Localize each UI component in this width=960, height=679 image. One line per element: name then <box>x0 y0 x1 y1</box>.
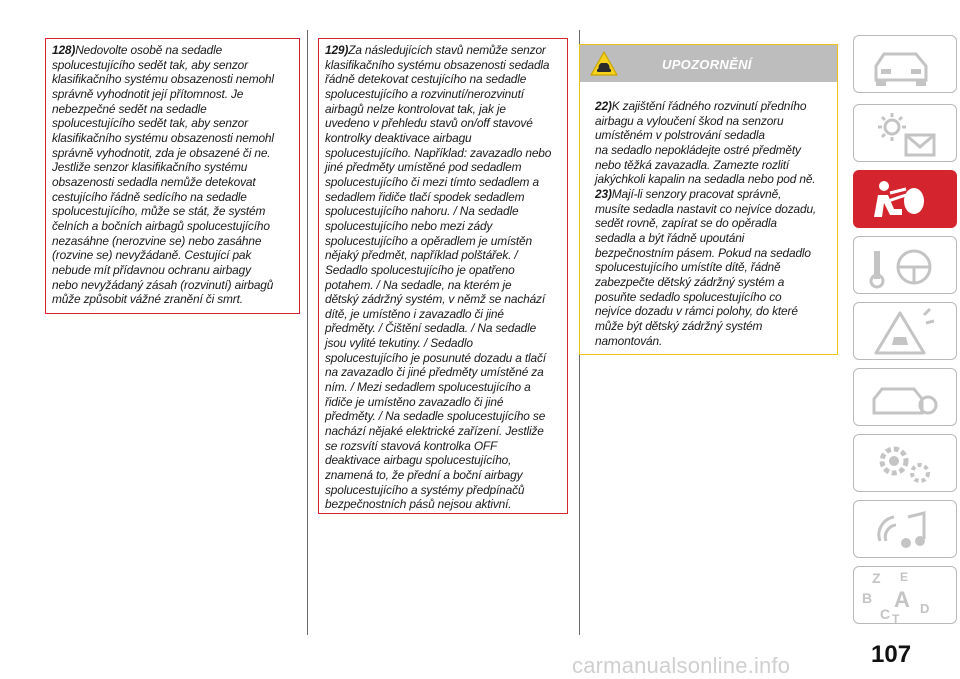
index-letter: Z <box>872 570 881 586</box>
note-128-text <box>52 43 299 307</box>
text-line: potahem. / Na sedadle, na kterém je <box>325 277 512 292</box>
text-line: znamená to, že přední a boční airbagy <box>325 468 523 483</box>
text-line: klasifikačního systému obsazenosti nemohl <box>52 72 274 87</box>
note-number: 129) <box>325 43 349 57</box>
column-divider <box>307 30 308 635</box>
tab-alphabetical-index[interactable] <box>853 566 957 624</box>
text-line: nebo nevyžádaný zásah (rozvinutí) airbagů <box>52 277 274 292</box>
note-129-text <box>325 43 567 512</box>
text-line: dítě, je umístěno i zavazadlo či jiné <box>325 306 504 321</box>
text-line: klasifikačního systému obsazenosti sedadla <box>325 57 550 72</box>
text-line: sedadlem řidiče tlačí spodek sedadlem <box>325 189 525 204</box>
text-line: airbagů nelze kontrolovat tak, jak je <box>325 101 506 116</box>
technical-data-icon <box>854 435 957 492</box>
index-letter: T <box>892 612 900 625</box>
warning-lights-icon <box>854 105 957 162</box>
text-line: kontrolky deaktivace airbagu <box>325 130 472 145</box>
text-line: sedadla a být řádně upoutáni <box>595 230 745 245</box>
index-letter: A <box>894 587 910 612</box>
text-line: může být dětský zádržný systém <box>595 318 763 333</box>
warning-car-icon <box>589 50 619 78</box>
text-line: ním. / Mezi sedadlem spolucestujícího a <box>325 380 531 395</box>
text-line: spolucestujícího sedět tak, aby senzor <box>52 116 248 131</box>
key-steering-wheel-icon <box>854 237 957 294</box>
tab-warning-lights[interactable] <box>853 104 957 162</box>
text-line: namontován. <box>595 333 663 348</box>
tab-car-dashboard[interactable] <box>853 35 957 93</box>
text-line: Mají-li senzory pracovat správně, <box>611 186 782 201</box>
text-line: nachází nějaké elektrické zařízení. Jestliže <box>325 424 544 439</box>
text-line: nezasáhne (nerozvine se) nebo zasáhne <box>52 233 262 248</box>
note-128-box <box>45 38 300 314</box>
text-line: řádně detekovat cestujícího na sedadle <box>325 72 527 87</box>
text-line: dětský zádržný systém, v němž se nachází <box>325 292 546 307</box>
text-line: spolucestujícího. Například: zavazadlo nebo <box>325 145 552 160</box>
alphabetical-index-icon <box>854 567 957 624</box>
warning-title: UPOZORNĚNÍ <box>662 57 752 72</box>
tab-multimedia[interactable] <box>853 500 957 558</box>
text-line: bezpečnostních pásů nejsou aktivní. <box>325 497 512 512</box>
text-line: čelních a bočních airbagů spolucestujícího <box>52 218 270 233</box>
text-line: sedět rovně, zapírat se do opěradla <box>595 216 777 231</box>
text-line: nebezpečné sedět na sedadle <box>52 101 207 116</box>
text-line: spolucestujícího sedět tak, aby senzor <box>52 57 248 72</box>
warning-item-22 <box>595 99 828 187</box>
text-line: spolucestujícího je posunuté dozadu a tlačí <box>325 350 546 365</box>
text-line: posuňte sedadlo spolucestujícího co <box>595 289 782 304</box>
text-line: spolucestujícího a opěradlem je umístěn <box>325 233 532 248</box>
tab-technical-data[interactable] <box>853 434 957 492</box>
note-number: 128) <box>52 43 76 57</box>
index-letter: C <box>880 606 891 622</box>
text-line: správně vyhodnotit, zda je obsazené či ne. <box>52 145 271 160</box>
text-line: jakýchkoli kapalin na sedadla nebo pod ně. <box>595 172 816 187</box>
tab-car-maintenance[interactable] <box>853 368 957 426</box>
text-line: musíte sedadla nastavit co nejvíce dozadu, <box>595 201 817 216</box>
text-line: spolucestujícího či mezi tímto sedadlem a <box>325 174 539 189</box>
text-line: klasifikačního systému obsazenosti nemohl <box>52 130 274 145</box>
text-line: nějaký předmět, například polštářek. / <box>325 248 518 263</box>
text-line: uvedeno v přehledu stavů on/off stavové <box>325 116 533 131</box>
text-line: správně vyhodnotit její přítomnost. Je <box>52 86 244 101</box>
text-line: Sedadlo spolucestujícího je opatřeno <box>325 262 515 277</box>
text-line: deaktivace airbagu spolucestujícího, <box>325 453 512 468</box>
text-line: na sedadlo nepokládejte ostré předměty <box>595 142 801 157</box>
text-line: Jestliže senzor klasifikačního systému <box>52 160 248 175</box>
text-line: předměty. / Na sedadle spolucestujícího se <box>325 409 546 424</box>
airbag-safety-icon <box>854 171 957 228</box>
text-line: cestujícího řádně sedícího na sedadle <box>52 189 247 204</box>
index-letter: D <box>920 601 930 616</box>
text-line: umístěném v polstrování sedadla <box>595 128 765 143</box>
multimedia-icon <box>854 501 957 558</box>
text-line: airbagu a vyloučení škod na senzoru <box>595 113 784 128</box>
text-line: K zajištění řádného rozvinutí předního <box>611 99 807 113</box>
emergency-triangle-icon <box>854 303 957 360</box>
text-line: (rozvine se) nevyžádaně. Cestující pak <box>52 248 252 263</box>
text-line: nebo těžká zavazadla. Zamezte rozlití <box>595 157 790 172</box>
note-129-box <box>318 38 568 514</box>
text-line: spolucestujícího nebo mezi zády <box>325 218 493 233</box>
text-line: zabezpečte dětský zádržný systém a <box>595 274 785 289</box>
text-line: nejvíce dozadu v rámci polohy, do které <box>595 304 798 319</box>
text-line: spolucestujícího umístíte dítě, řádně <box>595 260 781 275</box>
text-line: jsou vylité tekutiny. / Sedadlo <box>325 336 473 351</box>
watermark-text: carmanualsonline.info <box>572 653 791 678</box>
page-number: 107 <box>871 641 912 668</box>
index-letter: E <box>900 570 909 584</box>
warning-number: 23) <box>595 186 612 201</box>
warning-number: 22) <box>595 99 612 113</box>
tab-key-steering-wheel[interactable] <box>853 236 957 294</box>
index-letter: B <box>862 590 873 606</box>
text-line: spolucestujícího a rozvinutí/nerozvinutí <box>325 86 524 101</box>
car-dashboard-icon <box>854 36 957 93</box>
text-line: může způsobit vážné zranění či smrt. <box>52 292 243 307</box>
text-line: Nedovolte osobě na sedadle <box>75 43 223 57</box>
text-line: řidiče je umístěno zavazadlo či jiné <box>325 394 504 409</box>
text-line: spolucestujícího nahoru. / Na sedadle <box>325 204 519 219</box>
text-line: Za následujících stavů nemůže senzor <box>348 43 546 57</box>
warning-box <box>579 44 838 355</box>
car-maintenance-icon <box>854 369 957 426</box>
warning-item-23 <box>595 187 828 348</box>
tab-airbag-safety[interactable] <box>853 170 957 228</box>
text-line: obsazenosti sedadla nemůže detekovat <box>52 174 256 189</box>
text-line: na zavazadlo či jiné předměty umístěné za <box>325 365 544 380</box>
text-line: předměty. / Čištění sedadla. / Na sedadle <box>325 321 537 336</box>
warning-header <box>580 45 837 82</box>
tab-emergency[interactable] <box>853 302 957 360</box>
text-line: jiné předměty umístěné pod sedadlem <box>325 160 522 175</box>
text-line: spolucestujícího a systémy předpínačů <box>325 482 525 497</box>
warning-body <box>580 82 837 348</box>
text-line: se rozsvítí stavová kontrolka OFF <box>325 438 498 453</box>
text-line: nebude mít přídavnou ochranu airbagy <box>52 262 251 277</box>
text-line: bezpečnostním pásem. Pokud na sedadlo <box>595 245 811 260</box>
text-line: spolucestujícího, může se stát, že systém <box>52 204 266 219</box>
